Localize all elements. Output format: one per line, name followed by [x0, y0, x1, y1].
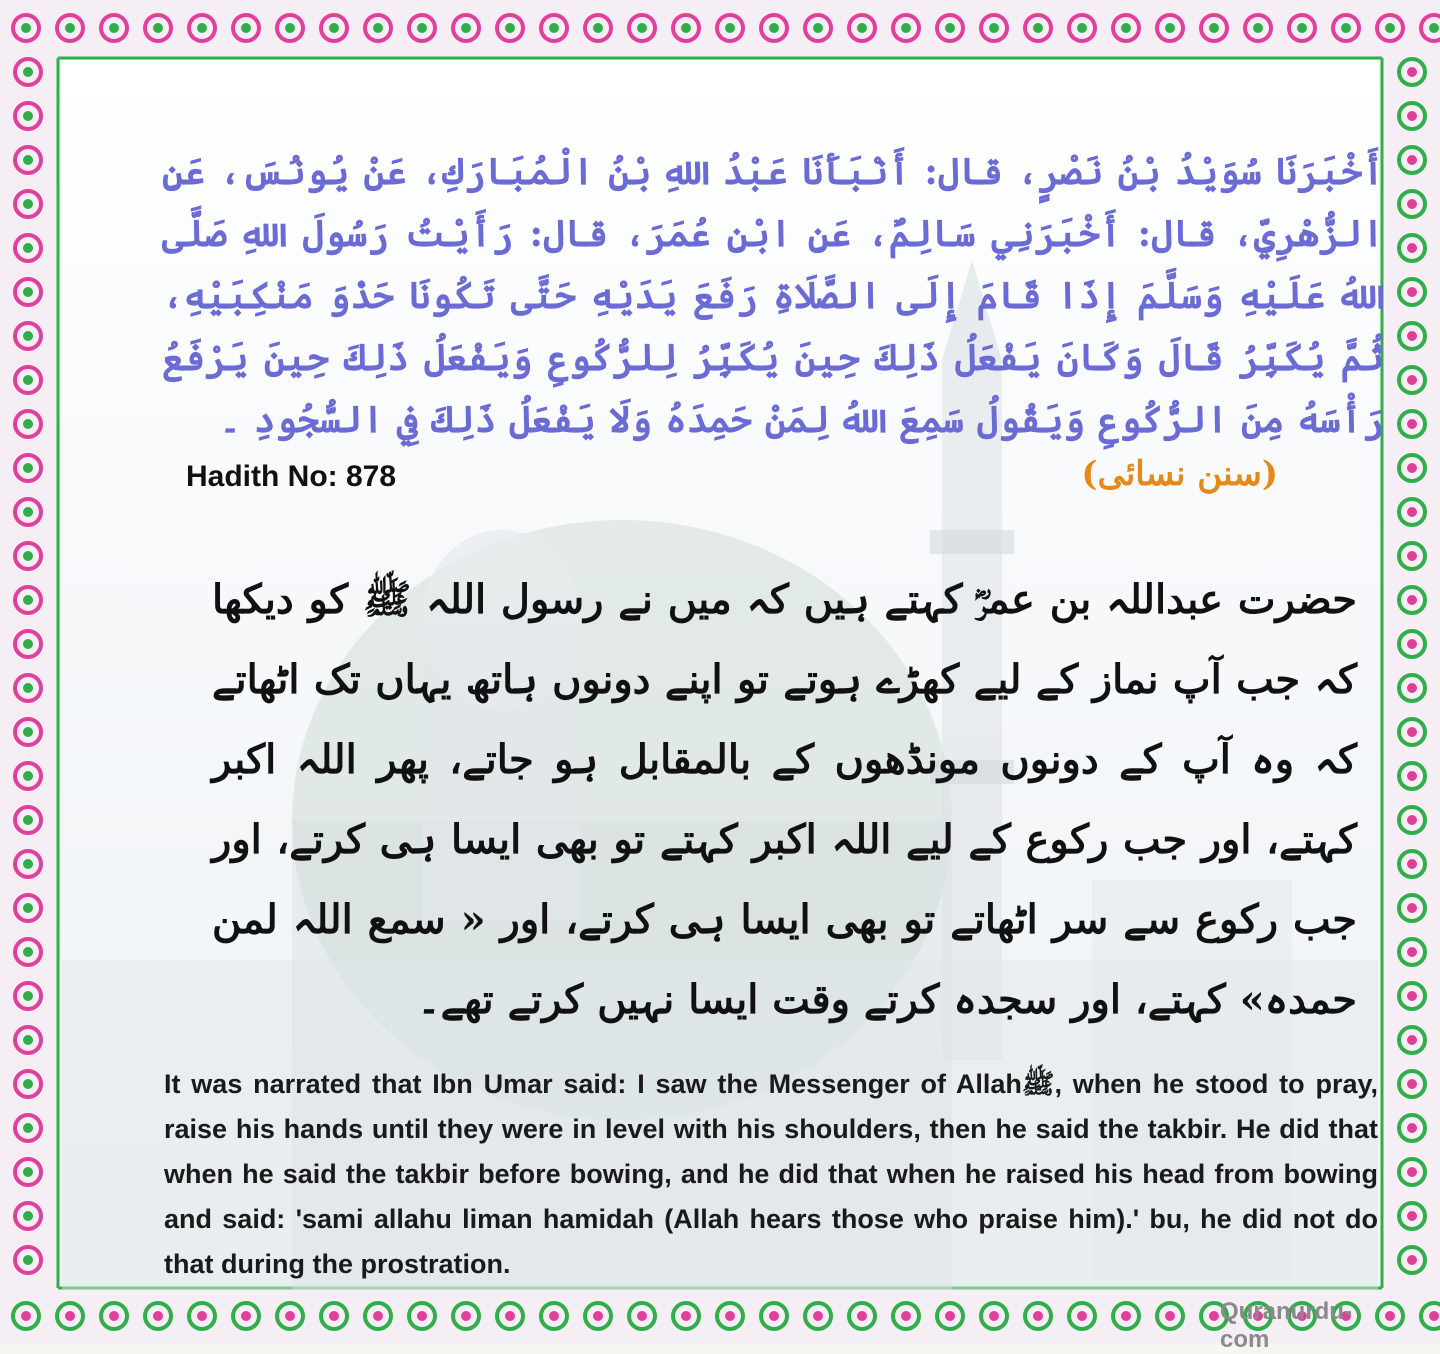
ornament-motif [805, 15, 831, 41]
source-book: (سنن نسائی) [1081, 454, 1278, 494]
ornament-motif [585, 15, 611, 41]
ornament-motif [233, 15, 259, 41]
ornament-motif [15, 103, 41, 129]
ornament-motif [629, 15, 655, 41]
ornament-motif [805, 1303, 831, 1329]
ornament-motif [1399, 895, 1425, 921]
ornament-motif [1421, 15, 1440, 41]
ornament-motif [453, 15, 479, 41]
ornament-motif [1399, 1071, 1425, 1097]
ornament-motif [937, 15, 963, 41]
ornament-motif [1333, 15, 1359, 41]
ornament-motif [15, 499, 41, 525]
ornament-motif [893, 1303, 919, 1329]
ornament-motif [1399, 1115, 1425, 1141]
ornament-motif [1289, 15, 1315, 41]
ornament-motif [673, 1303, 699, 1329]
ornament-motif [15, 191, 41, 217]
ornament-motif [1399, 235, 1425, 261]
ornament-motif [497, 1303, 523, 1329]
ornament-motif [15, 895, 41, 921]
ornament-motif [101, 1303, 127, 1329]
ornament-motif [893, 15, 919, 41]
ornament-motif [1399, 631, 1425, 657]
ornament-motif [761, 1303, 787, 1329]
ornament-motif [1399, 191, 1425, 217]
ornament-motif [15, 1115, 41, 1141]
ornament-motif [15, 763, 41, 789]
ornament-motif [15, 983, 41, 1009]
ornament-motif [1157, 15, 1183, 41]
ornament-motif [15, 455, 41, 481]
ornament-motif [277, 1303, 303, 1329]
site-watermark: Quranurdu-com [1220, 1298, 1352, 1353]
ornament-motif [365, 1303, 391, 1329]
ornament-motif [453, 1303, 479, 1329]
ornament-motif [1157, 1303, 1183, 1329]
ornament-motif [541, 15, 567, 41]
ornament-motif [1377, 15, 1403, 41]
ornament-motif [1399, 939, 1425, 965]
ornament-motif [1201, 15, 1227, 41]
ornament-motif [541, 1303, 567, 1329]
ornament-motif [1025, 1303, 1051, 1329]
ornament-motif [321, 15, 347, 41]
ornament-motif [1069, 15, 1095, 41]
ornament-motif [717, 1303, 743, 1329]
ornament-motif [1399, 411, 1425, 437]
ornament-motif [981, 15, 1007, 41]
ornament-motif [57, 15, 83, 41]
ornament-motif [145, 15, 171, 41]
ornament-motif [1113, 15, 1139, 41]
ornament-motif [1399, 719, 1425, 745]
ornament-motif [15, 807, 41, 833]
ornament-motif [1377, 1303, 1403, 1329]
ornament-motif [1399, 1203, 1425, 1229]
ornament-motif [409, 15, 435, 41]
ornament-motif [15, 939, 41, 965]
ornament-motif [189, 15, 215, 41]
ornament-motif [937, 1303, 963, 1329]
ornament-motif [145, 1303, 171, 1329]
ornament-motif [277, 15, 303, 41]
ornament-motif [1399, 763, 1425, 789]
ornament-motif [1069, 1303, 1095, 1329]
hadith-number: Hadith No: 878 [186, 460, 397, 493]
ornament-motif [15, 411, 41, 437]
urdu-translation: حضرت عبداللہ بن عمرؓ کہتے ہیں کہ میں نے رسول اللہ ﷺ کو دیکھا کہ جب آپ نماز کے لیے کھڑے ہوتے تو اپنے دونوں ہاتھ یہاں تک اٹھاتے کہ وہ آپ کے دونوں مونڈھوں کے بالمقابل ہو جاتے، پھر اللہ اکبر کہتے، اور جب رکوع کے لیے اللہ اکبر کہتے تو بھی ایسا ہی کرتے، اور جب رکوع سے سر اٹھاتے تو بھی ایسا ہی کرتے، اور « سمع اللہ لمن حمدہ» کہتے، اور سجدہ کرتے وقت ایسا نہیں کرتے تھے۔ [212, 576, 1357, 1023]
ornament-motif [101, 15, 127, 41]
ornament-motif [673, 15, 699, 41]
ornament-motif [497, 15, 523, 41]
ornament-motif [15, 147, 41, 173]
ornament-motif [849, 15, 875, 41]
ornament-motif [1399, 1027, 1425, 1053]
ornament-motif [15, 235, 41, 261]
ornament-motif [1399, 455, 1425, 481]
ornament-motif [15, 279, 41, 305]
ornament-motif [1399, 147, 1425, 173]
ornament-motif [189, 1303, 215, 1329]
ornament-motif [15, 323, 41, 349]
english-translation: It was narrated that Ibn Umar said: I saw the Messenger of Allahﷺ, when he stood to pray, raise his hands until they were in level with his shoulders, then he said the takbir. He did that when he said the takbir before bowing, and he did that when he raised his head from bowing and said: 'sami allahu liman hamidah (Allah hears those who praise him).' bu, he did not do that during the prostration. [164, 1069, 1379, 1279]
ornament-motif [1025, 15, 1051, 41]
ornament-motif [1399, 279, 1425, 305]
ornament-motif [15, 1159, 41, 1185]
ornament-motif [1399, 59, 1425, 85]
ornament-motif [629, 1303, 655, 1329]
ornament-motif [15, 367, 41, 393]
ornament-motif [1399, 367, 1425, 393]
ornament-motif [1399, 323, 1425, 349]
ornament-motif [13, 1303, 39, 1329]
ornament-motif [1399, 1247, 1425, 1273]
ornament-motif [365, 15, 391, 41]
ornament-motif [1399, 587, 1425, 613]
ornament-motif [233, 1303, 259, 1329]
ornament-motif [981, 1303, 1007, 1329]
ornament-motif [15, 851, 41, 877]
ornament-motif [1399, 851, 1425, 877]
ornament-motif [1399, 499, 1425, 525]
ornament-motif [1421, 1303, 1440, 1329]
ornament-motif [1399, 675, 1425, 701]
ornament-motif [849, 1303, 875, 1329]
ornament-motif [15, 631, 41, 657]
ornament-motif [409, 1303, 435, 1329]
ornament-motif [57, 1303, 83, 1329]
ornament-motif [1399, 807, 1425, 833]
ornament-motif [15, 1247, 41, 1273]
ornament-motif [15, 587, 41, 613]
ornament-motif [15, 1027, 41, 1053]
ornament-motif [1113, 1303, 1139, 1329]
ornament-motif [15, 59, 41, 85]
ornament-motif [1399, 983, 1425, 1009]
ornament-motif [585, 1303, 611, 1329]
ornament-motif [15, 675, 41, 701]
ornament-motif [13, 15, 39, 41]
ornament-motif [761, 15, 787, 41]
ornament-motif [15, 543, 41, 569]
ornament-motif [1399, 1159, 1425, 1185]
ornament-motif [717, 15, 743, 41]
ornament-motif [1399, 103, 1425, 129]
ornament-motif [15, 1071, 41, 1097]
content-panel [62, 60, 1384, 1353]
ornament-motif [321, 1303, 347, 1329]
ornament-motif [1399, 543, 1425, 569]
ornament-motif [15, 1203, 41, 1229]
ornament-motif [1245, 15, 1271, 41]
ornament-motif [15, 719, 41, 745]
arabic-hadith-text: أَخْبَرَنَا سُوَيْدُ بْنُ نَصْرٍ، قال: أَنْبَأَنَا عَبْدُ اللهِ بْنُ الْمُبَارَكِ، عَنْ يُونُسَ، عَنِ الزُّهْرِيِّ، قال: أَخْبَرَنِي سَالِمٌ، عَنِ ابْنِ عُمَرَ، قال: رَأَيْتُ رَسُولَ اللهِ صَلَّى اللهُ عَلَيْهِ وَسَلَّمَ إِذَا قَامَ إِلَى الصَّلَاةِ رَفَعَ يَدَيْهِ حَتَّى تَكُونَا حَذْوَ مَنْكِبَيْهِ، ثُمَّ يُكَبِّرُ قَالَ وَكَانَ يَفْعَلُ ذَلِكَ حِينَ يُكَبِّرُ لِلرُّكُوعِ وَيَفْعَلُ ذَلِكَ حِينَ يَرْفَعُ رَأْسَهُ مِنَ الرُّكُوعِ وَيَقُولُ سَمِعَ اللهُ لِمَنْ حَمِدَهُ وَلَا يَفْعَلُ ذَلِكَ فِي السُّجُودِ ۔ [162, 149, 1384, 441]
